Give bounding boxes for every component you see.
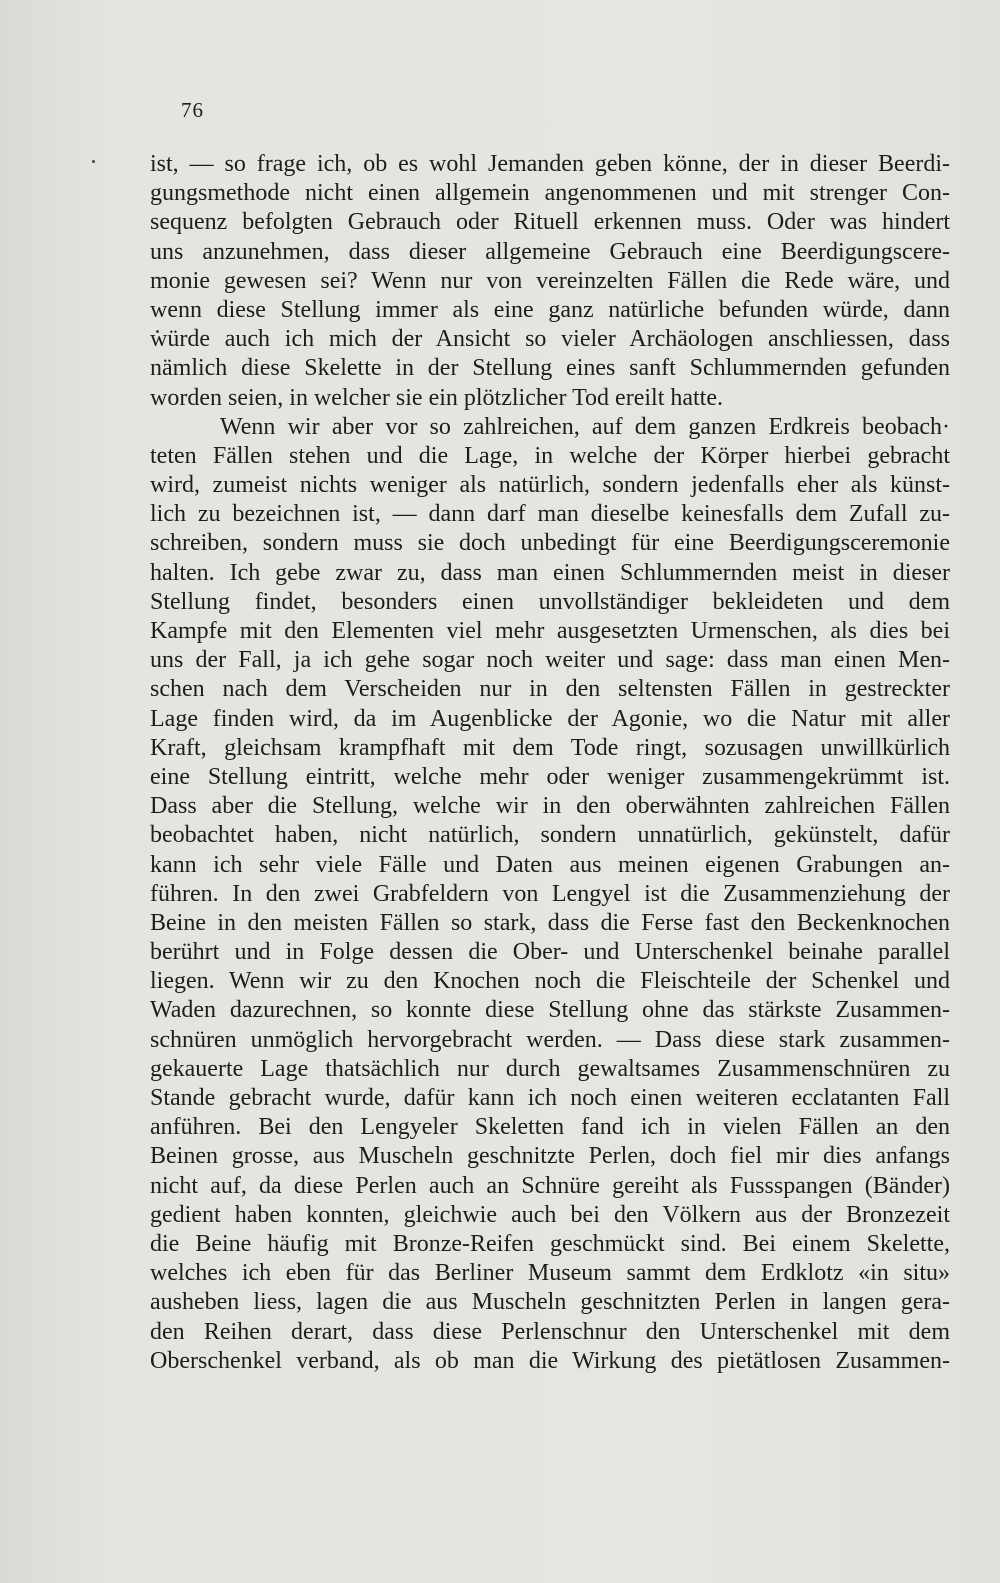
text-line: nicht auf, da diese Perlen auch an Schnüre gereiht als Fussspangen (Bänder) (150, 1172, 950, 1199)
text-line: den Reihen derart, dass diese Perlenschnur den Unterschenkel mit dem (150, 1318, 950, 1345)
text-line-paragraph-start: Wenn wir aber vor so zahlreichen, auf dem ganzen Erdkreis beobach· (220, 413, 950, 440)
text-line: berührt und in Folge dessen die Ober- und Unterschenkel beinahe parallel (150, 939, 950, 966)
text-line: schreiben, sondern muss sie doch unbedingt für eine Beerdigungsceremonie (150, 530, 950, 557)
text-line: schen nach dem Verscheiden nur in den seltensten Fällen in gestreckter (150, 676, 950, 703)
text-line: kann ich sehr viele Fälle und Daten aus meinen eigenen Grabungen an- (150, 851, 950, 878)
text-line: nämlich diese Skelette in der Stellung eines sanft Schlummernden gefunden (150, 355, 950, 382)
text-line-paragraph-end: worden seien, in welcher sie ein plötzlicher Tod ereilt hatte. (150, 384, 723, 411)
text-line: führen. In den zwei Grabfeldern von Lengyel ist die Zusammenziehung der (150, 880, 950, 907)
text-line: Lage finden wird, da im Augenblicke der Agonie, wo die Natur mit aller (150, 705, 950, 732)
text-line: lich zu bezeichnen ist, — dann darf man dieselbe keinesfalls dem Zufall zu- (150, 501, 950, 528)
text-line: ausheben liess, lagen die aus Muscheln geschnitzten Perlen in langen gera- (150, 1289, 950, 1316)
text-line: Oberschenkel verband, als ob man die Wirkung des pietätlosen Zusammen- (150, 1347, 950, 1374)
text-line: die Beine häufig mit Bronze-Reifen geschmückt sind. Bei einem Skelette, (150, 1230, 950, 1257)
text-line: eine Stellung eintritt, welche mehr oder weniger zusammengekrümmt ist. (150, 763, 950, 790)
text-line: gungsmethode nicht einen allgemein angenommenen und mit strenger Con- (150, 180, 950, 207)
text-line: Waden dazurechnen, so konnte diese Stellung ohne das stärkste Zusammen- (150, 997, 950, 1024)
text-line: Kampfe mit den Elementen viel mehr ausgesetzten Urmenschen, als dies bei (150, 618, 950, 644)
text-line: welches ich eben für das Berliner Museum sammt dem Erdklotz «in situ» (150, 1260, 950, 1287)
text-line: schnüren unmöglich hervorgebracht werden. — Dass diese stark zusammen- (150, 1026, 950, 1053)
text-line: wenn diese Stellung immer als eine ganz natürliche befunden würde, dann (150, 296, 950, 323)
text-line: anführen. Bei den Lengyeler Skeletten fand ich in vielen Fällen an den (150, 1114, 950, 1141)
text-line: Dass aber die Stellung, welche wir in den oberwähnten zahlreichen Fällen (150, 793, 950, 820)
text-line: uns anzunehmen, dass dieser allgemeine Gebrauch eine Beerdigungscere- (150, 238, 950, 265)
text-line: gedient haben konnten, gleichwie auch bei den Völkern aus der Bronzezeit (150, 1201, 950, 1228)
text-line: beobachtet haben, nicht natürlich, sondern unnatürlich, gekünstelt, dafür (150, 822, 950, 849)
text-line: Stande gebracht wurde, dafür kann ich noch einen weiteren ecclatanten Fall (150, 1085, 950, 1111)
text-line: Stellung findet, besonders einen unvollständiger bekleideten und dem (150, 588, 950, 615)
body-text (150, 150, 950, 1376)
text-line: sequenz befolgten Gebrauch oder Rituell erkennen muss. Oder was hindert (150, 209, 950, 236)
text-line: wird, zumeist nichts weniger als natürlich, sondern jedenfalls eher als künst- (150, 472, 950, 499)
margin-speck (92, 160, 95, 163)
text-line: würde auch ich mich der Ansicht so vieler Archäologen anschliessen, dass (150, 326, 950, 353)
text-line: uns der Fall, ja ich gehe sogar noch weiter und sage: dass man einen Men- (150, 647, 950, 674)
text-line: monie gewesen sei? Wenn nur von vereinzelten Fällen die Rede wäre, und (150, 267, 950, 294)
text-line: liegen. Wenn wir zu den Knochen noch die Fleischteile der Schenkel und (150, 968, 950, 995)
text-line: gekauerte Lage thatsächlich nur durch gewaltsames Zusammenschnüren zu (150, 1055, 950, 1082)
text-line: halten. Ich gebe zwar zu, dass man einen Schlummernden meist in dieser (150, 559, 950, 586)
page-number: 76 (181, 98, 204, 122)
text-line: Kraft, gleichsam krampfhaft mit dem Tode ringt, sozusagen unwillkürlich (150, 734, 950, 761)
text-line: teten Fällen stehen und die Lage, in welche der Körper hierbei gebracht (150, 442, 950, 469)
text-line: Beine in den meisten Fällen so stark, dass die Ferse fast den Beckenknochen (150, 909, 950, 936)
text-line: Beinen grosse, aus Muscheln geschnitzte Perlen, doch fiel mir dies anfangs (150, 1143, 950, 1170)
text-line: ist, — so frage ich, ob es wohl Jemanden geben könne, der in dieser Beerdi- (150, 151, 950, 177)
